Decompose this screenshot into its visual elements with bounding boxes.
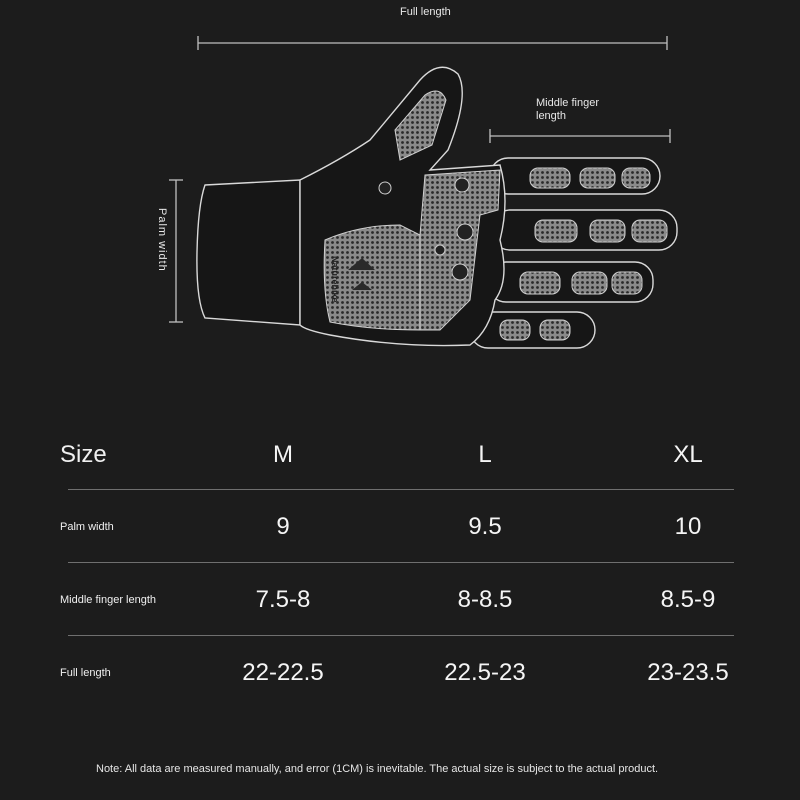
size-header-row xyxy=(60,420,740,490)
palm-width-m: 9 xyxy=(276,512,290,540)
palm-width-row-label: Palm width xyxy=(60,520,114,533)
size-l: L xyxy=(478,441,492,468)
table-row xyxy=(60,636,740,709)
table-row xyxy=(60,563,740,636)
size-xl: XL xyxy=(673,441,703,468)
palm-width-label-text: Palm width xyxy=(156,208,168,272)
full-length-xl: 23-23.5 xyxy=(647,658,729,686)
full-length-l: 22.5-23 xyxy=(444,658,526,686)
full-length-label: Full length xyxy=(400,6,451,18)
palm-width-xl: 10 xyxy=(674,512,702,540)
middle-finger-measure-line xyxy=(490,129,670,143)
middle-finger-length-label: Middle finger length xyxy=(536,97,599,122)
palm-width-l: 9.5 xyxy=(468,512,502,540)
size-header-label: Size xyxy=(60,441,107,468)
size-table xyxy=(60,420,740,709)
size-m: M xyxy=(273,441,293,468)
middle-finger-row-label: Middle finger length xyxy=(60,593,157,606)
palm-width-label xyxy=(150,208,172,288)
table-row xyxy=(60,490,740,563)
full-length-measure-line xyxy=(198,36,667,50)
measurement-note: Note: All data are measured manually, and error (1CM) is inevitable. The actual size is subject to the actual product. xyxy=(96,763,659,775)
middle-finger-l: 8-8.5 xyxy=(457,585,513,613)
middle-finger-m: 7.5-8 xyxy=(255,585,311,613)
brand-text: Naturehike xyxy=(330,256,340,303)
full-length-row-label: Full length xyxy=(60,666,111,679)
full-length-m: 22-22.5 xyxy=(242,658,324,686)
middle-finger-xl: 8.5-9 xyxy=(660,585,716,613)
